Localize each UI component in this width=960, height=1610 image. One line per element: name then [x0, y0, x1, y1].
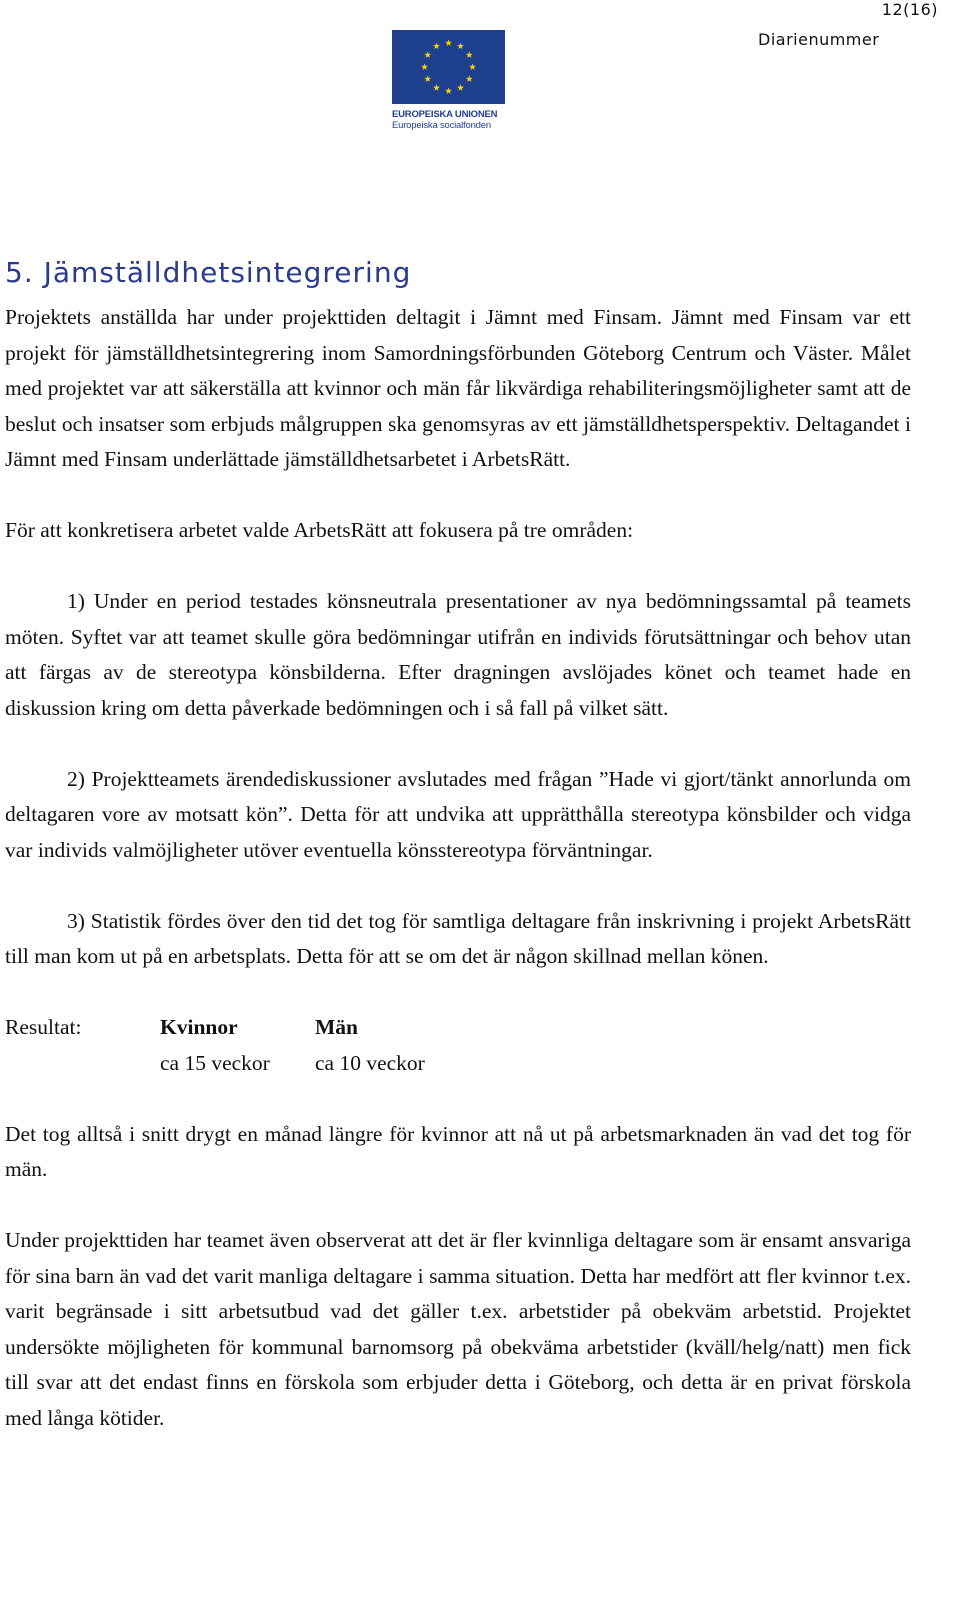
- list-item-3: 3) Statistik fördes över den tid det tog för samtliga deltagare från inskrivning i projekt ArbetsRätt till man kom ut på en arbetsplats. Detta för att se om det är någon skillnad mellan könen.: [5, 908, 911, 968]
- document-body: [5, 300, 911, 1436]
- eu-flag-icon: [392, 30, 505, 104]
- eu-logo-line2: Europeiska socialfonden: [392, 120, 491, 131]
- paragraph-focus-areas: För att konkretisera arbetet valde ArbetsRätt att fokusera på tre områden:: [5, 518, 634, 542]
- diarienummer-label: Diarienummer: [758, 30, 880, 49]
- result-label: Resultat:: [5, 1015, 82, 1039]
- eu-logo: [392, 30, 505, 131]
- result-women-header: Kvinnor: [160, 1015, 238, 1039]
- page-number: 12(16): [881, 0, 938, 19]
- paragraph-result-summary: Det tog alltså i snitt drygt en månad längre för kvinnor att nå ut på arbetsmarknaden än vad det tog för män.: [5, 1121, 911, 1181]
- paragraph-intro: Projektets anställda har under projekttiden deltagit i Jämnt med Finsam. Jämnt med Finsam var ett projekt för jämställdhetsintegrering inom Samordningsförbunden Göteborg Centrum och Väster. Målet med projektet var att säkerställa att kvinnor och män får likvärdiga rehabiliteringsmöjligheter samt att de beslut och insatser som erbjuds målgruppen ska genomsyras av ett jämställdhetsperspektiv. Deltagandet i Jämnt med Finsam underlättade jämställdhetsarbetet i ArbetsRätt.: [5, 305, 911, 471]
- list-item-2: 2) Projektteamets ärendediskussioner avslutades med frågan ”Hade vi gjort/tänkt annorlunda om deltagaren vore av motsatt kön”. Detta för att undvika att upprätthålla stereotypa könsbilder och vidga var individs valmöjligheter utöver eventuella könsstereotypa förväntningar.: [5, 766, 911, 862]
- result-men-value: ca 10 veckor: [315, 1050, 425, 1075]
- eu-logo-line1: EUROPEISKA UNIONEN: [392, 109, 498, 120]
- paragraph-observation: Under projekttiden har teamet även observerat att det är fler kvinnliga deltagare som är ensamt ansvariga för sina barn än vad det varit manliga deltagare i samma situation. Detta har medfört att fler kvinnor t.ex. varit begränsade i sitt arbetsutbud vad det gäller t.ex. arbetstider på obekväm arbetstid. Projektet undersökte möjligheten för kommunal barnomsorg på obekväma arbetstider (kväll/helg/natt) men fick till svar att det endast finns en förskola som erbjuder detta i Göteborg, och detta är en privat förskola med långa kötider.: [5, 1228, 911, 1430]
- list-item-1: 1) Under en period testades könsneutrala presentationer av nya bedömningssamtal på teamets möten. Syftet var att teamet skulle göra bedömningar utifrån en individs förutsättningar och behov utan att färgas av de stereotypa könsbilderna. Efter dragningen avslöjades könet och teamet hade en diskussion kring om detta påverkade bedömningen och i så fall på vilket sätt.: [5, 589, 911, 720]
- section-heading: 5. Jämställdhetsintegrering: [5, 256, 412, 289]
- result-men-header: Män: [315, 1015, 358, 1039]
- result-table: [5, 1010, 911, 1081]
- result-women-value: ca 15 veckor: [160, 1050, 270, 1075]
